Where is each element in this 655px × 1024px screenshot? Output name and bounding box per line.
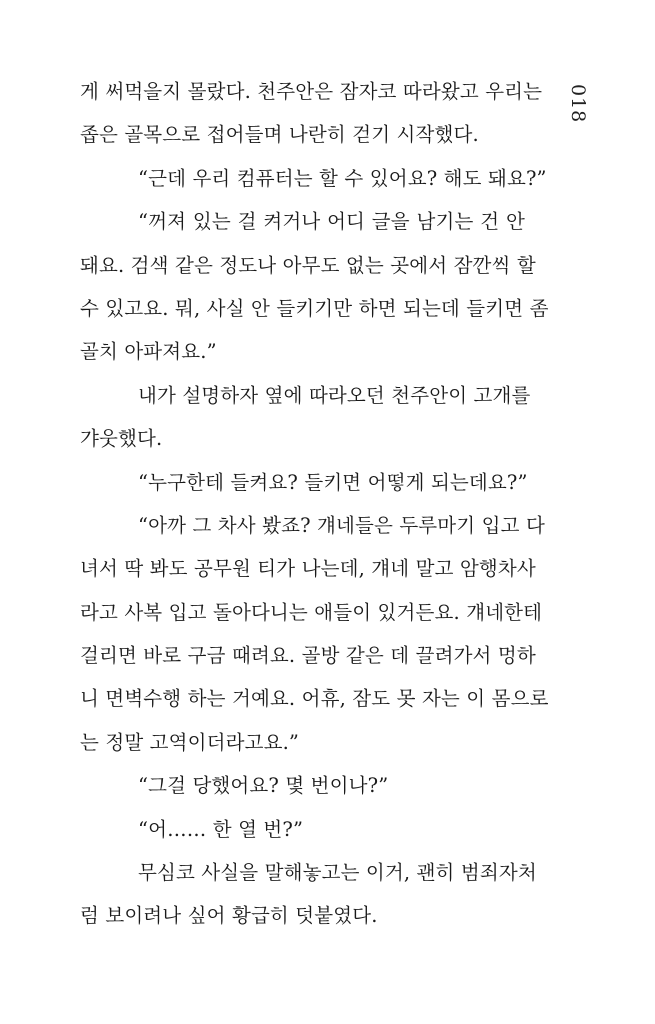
text-line: 갸웃했다. <box>80 427 163 451</box>
text-line: 내가 설명하자 옆에 따라오던 천주안이 고개를 <box>138 383 531 407</box>
text-line: “그걸 당했어요? 몇 번이나?” <box>138 774 389 798</box>
text-line: “꺼져 있는 걸 켜거나 어디 글을 남기는 건 안 <box>138 210 525 234</box>
text-line: 라고 사복 입고 돌아다니는 애들이 있거든요. 걔네한테 <box>80 600 543 624</box>
text-line: “어…… 한 열 번?” <box>138 817 304 841</box>
text-line: 녀서 딱 봐도 공무원 티가 나는데, 걔네 말고 암행차사 <box>80 557 536 581</box>
text-line: “누구한테 들켜요? 들키면 어떻게 되는데요?” <box>138 470 528 494</box>
text-line: 는 정말 고역이더라고요.” <box>80 730 300 754</box>
body-text <box>80 70 549 938</box>
text-line: 걸리면 바로 구금 때려요. 골방 같은 데 끌려가서 멍하 <box>80 644 536 668</box>
text-line: 수 있고요. 뭐, 사실 안 들키기만 하면 되는데 들키면 좀 <box>80 296 549 320</box>
text-line: “근데 우리 컴퓨터는 할 수 있어요? 해도 돼요?” <box>138 166 547 190</box>
text-line: 무심코 사실을 말해놓고는 이거, 괜히 범죄자처 <box>138 861 537 885</box>
text-line: “아까 그 차사 봤죠? 걔네들은 두루마기 입고 다 <box>138 513 545 537</box>
text-line: 좁은 골목으로 접어들며 나란히 걷기 시작했다. <box>80 123 479 147</box>
text-line: 골치 아파져요.” <box>80 340 217 364</box>
text-line: 럼 보이려나 싶어 황급히 덧붙였다. <box>80 904 378 928</box>
text-line: 니 면벽수행 하는 거예요. 어휴, 잠도 못 자는 이 몸으로 <box>80 687 549 711</box>
page-number: 018 <box>567 84 589 124</box>
text-line: 게 써먹을지 몰랐다. 천주안은 잠자코 따라왔고 우리는 <box>80 80 543 103</box>
text-line: 돼요. 검색 같은 정도나 아무도 없는 곳에서 잠깐씩 할 <box>80 253 536 277</box>
